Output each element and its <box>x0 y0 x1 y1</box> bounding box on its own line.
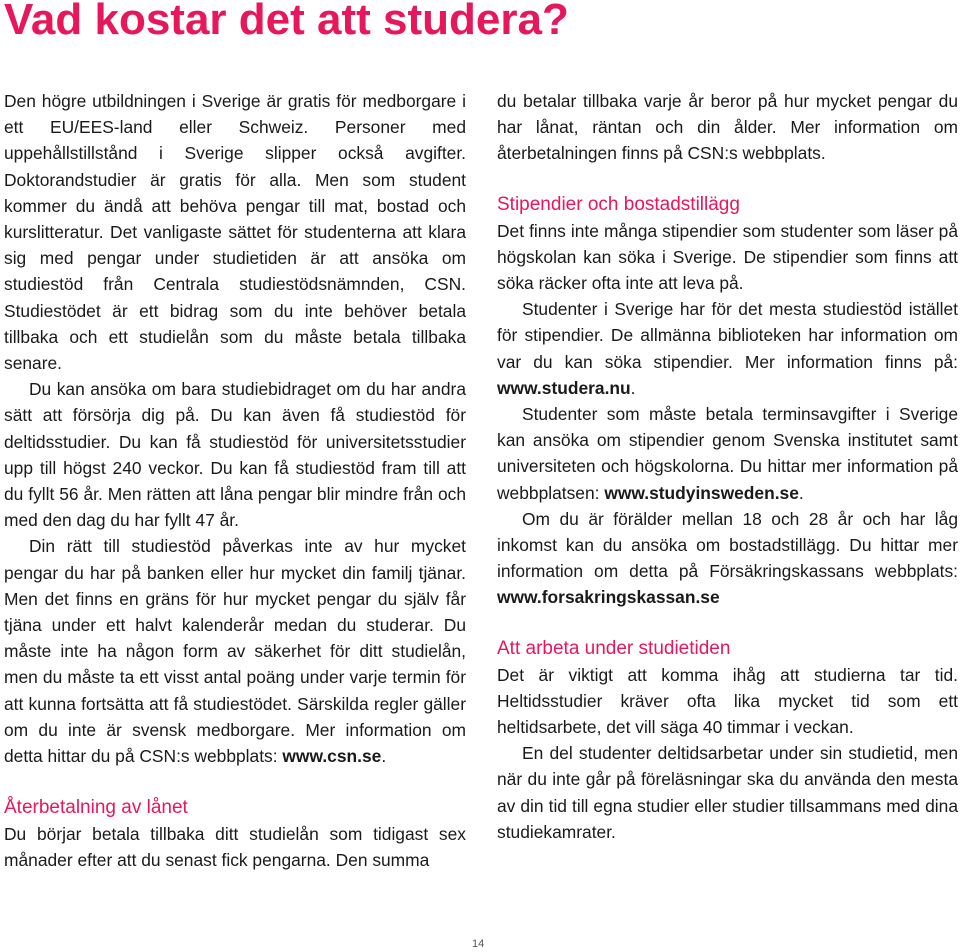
section-heading-grants: Stipendier och bostadstillägg <box>497 193 740 215</box>
paragraph: Det är viktigt att komma ihåg att studierna tar tid. Heltidsstudier kräver ofta lika mycket tid som ett heltidsarbete, det vill säga 40 timmar i veckan. <box>497 664 958 738</box>
paragraph-end: . <box>630 377 636 398</box>
forsakringskassan-link[interactable]: www.forsakringskassan.se <box>497 587 720 608</box>
paragraph: Du kan ansöka om bara studiebidraget om du har andra sätt att försörja dig på. Du kan även få studiestöd för deltidsstudier. Du kan få studiestöd för universitetsstudier upp till högst 240 veckor. Du kan få studiestöd fram till att du fyllt 56 år. Men rätten att låna pengar blir mindre från och med den dag du har fyllt 47 år. <box>4 379 466 531</box>
studera-link[interactable]: www.studera.nu <box>497 377 631 398</box>
right-column <box>497 88 958 845</box>
left-column <box>4 88 466 874</box>
paragraph-end: . <box>381 746 387 767</box>
paragraph-text: Din rätt till studiestöd påverkas inte av hur mycket pengar du har på banken eller hur mycket din familj tjänar. Men det finns en gräns för hur mycket pengar du själv får tjäna under ett halvt kalenderår medan du studerar. Du måste inte ha någon form av säkerhet för ditt studielån, men du måste ta ett visst antal poäng under varje termin för att kunna fortsätta att få studiestödet. Särskilda regler gäller om du inte är svensk medborgare. Mer information om detta hittar du på CSN:s webbplats: <box>4 536 466 767</box>
paragraph-text: Studenter som måste betala terminsavgifter i Sverige kan ansöka om stipendier genom Svenska institutet samt universiteten och högskolorna. Du hittar mer information på webbplatsen: <box>497 404 958 503</box>
studyinsweden-link[interactable]: www.studyinsweden.se <box>604 482 799 503</box>
paragraph: En del studenter deltidsarbetar under sin studietid, men när du inte går på föreläsningar ska du använda den mesta av din tid till egna studier eller studier tillsammans med dina studiekamrater. <box>497 743 958 842</box>
paragraph <box>497 401 958 506</box>
paragraph-text: Om du är förälder mellan 18 och 28 år och har låg inkomst kan du ansöka om bostadstillägg. Du hittar mer information om detta på Försäkringskassans webbplats: <box>497 508 958 582</box>
paragraph <box>4 533 466 769</box>
section-heading-repayment: Återbetalning av lånet <box>4 797 188 819</box>
section-heading-work: Att arbeta under studietiden <box>497 637 731 659</box>
paragraph <box>497 506 958 611</box>
paragraph <box>497 296 958 401</box>
paragraph-text: Studenter i Sverige har för det mesta studiestöd istället för stipendier. De allmänna biblioteken har information om var du kan söka stipendier. Mer information finns på: <box>497 299 958 372</box>
page-number: 14 <box>472 938 485 950</box>
page-title: Vad kostar det att studera? <box>4 0 569 44</box>
paragraph: du betalar tillbaka varje år beror på hur mycket pengar du har lånat, räntan och din ålder. Mer information om återbetalningen finns på CSN:s webbplats. <box>497 91 958 164</box>
csn-link[interactable]: www.csn.se <box>282 746 382 767</box>
paragraph: Det finns inte många stipendier som studenter som läser på högskolan kan söka i Sverige. De stipendier som finns att söka räcker ofta inte att leva på. <box>497 220 958 294</box>
paragraph: Du börjar betala tillbaka ditt studielån som tidigast sex månader efter att du senast fick pengarna. Den summa <box>4 824 466 871</box>
paragraph-end: . <box>798 482 804 503</box>
paragraph: Den högre utbildningen i Sverige är gratis för medborgare i ett EU/EES-land eller Schweiz. Personer med uppehållstillstånd i Sverige slipper också avgifter. Doktorandstudier är gratis för alla. Men som student kommer du ändå att behöva pengar till mat, bostad och kurslitteratur. Det vanligaste sättet för studenterna att klara sig med pengar under studietiden är att ansöka om studiestöd från Centrala studiestödsnämnden, CSN. Studiestödet är ett bidrag som du inte behöver betala tillbaka och ett studielån som du måste betala tillbaka senare. <box>4 91 466 374</box>
